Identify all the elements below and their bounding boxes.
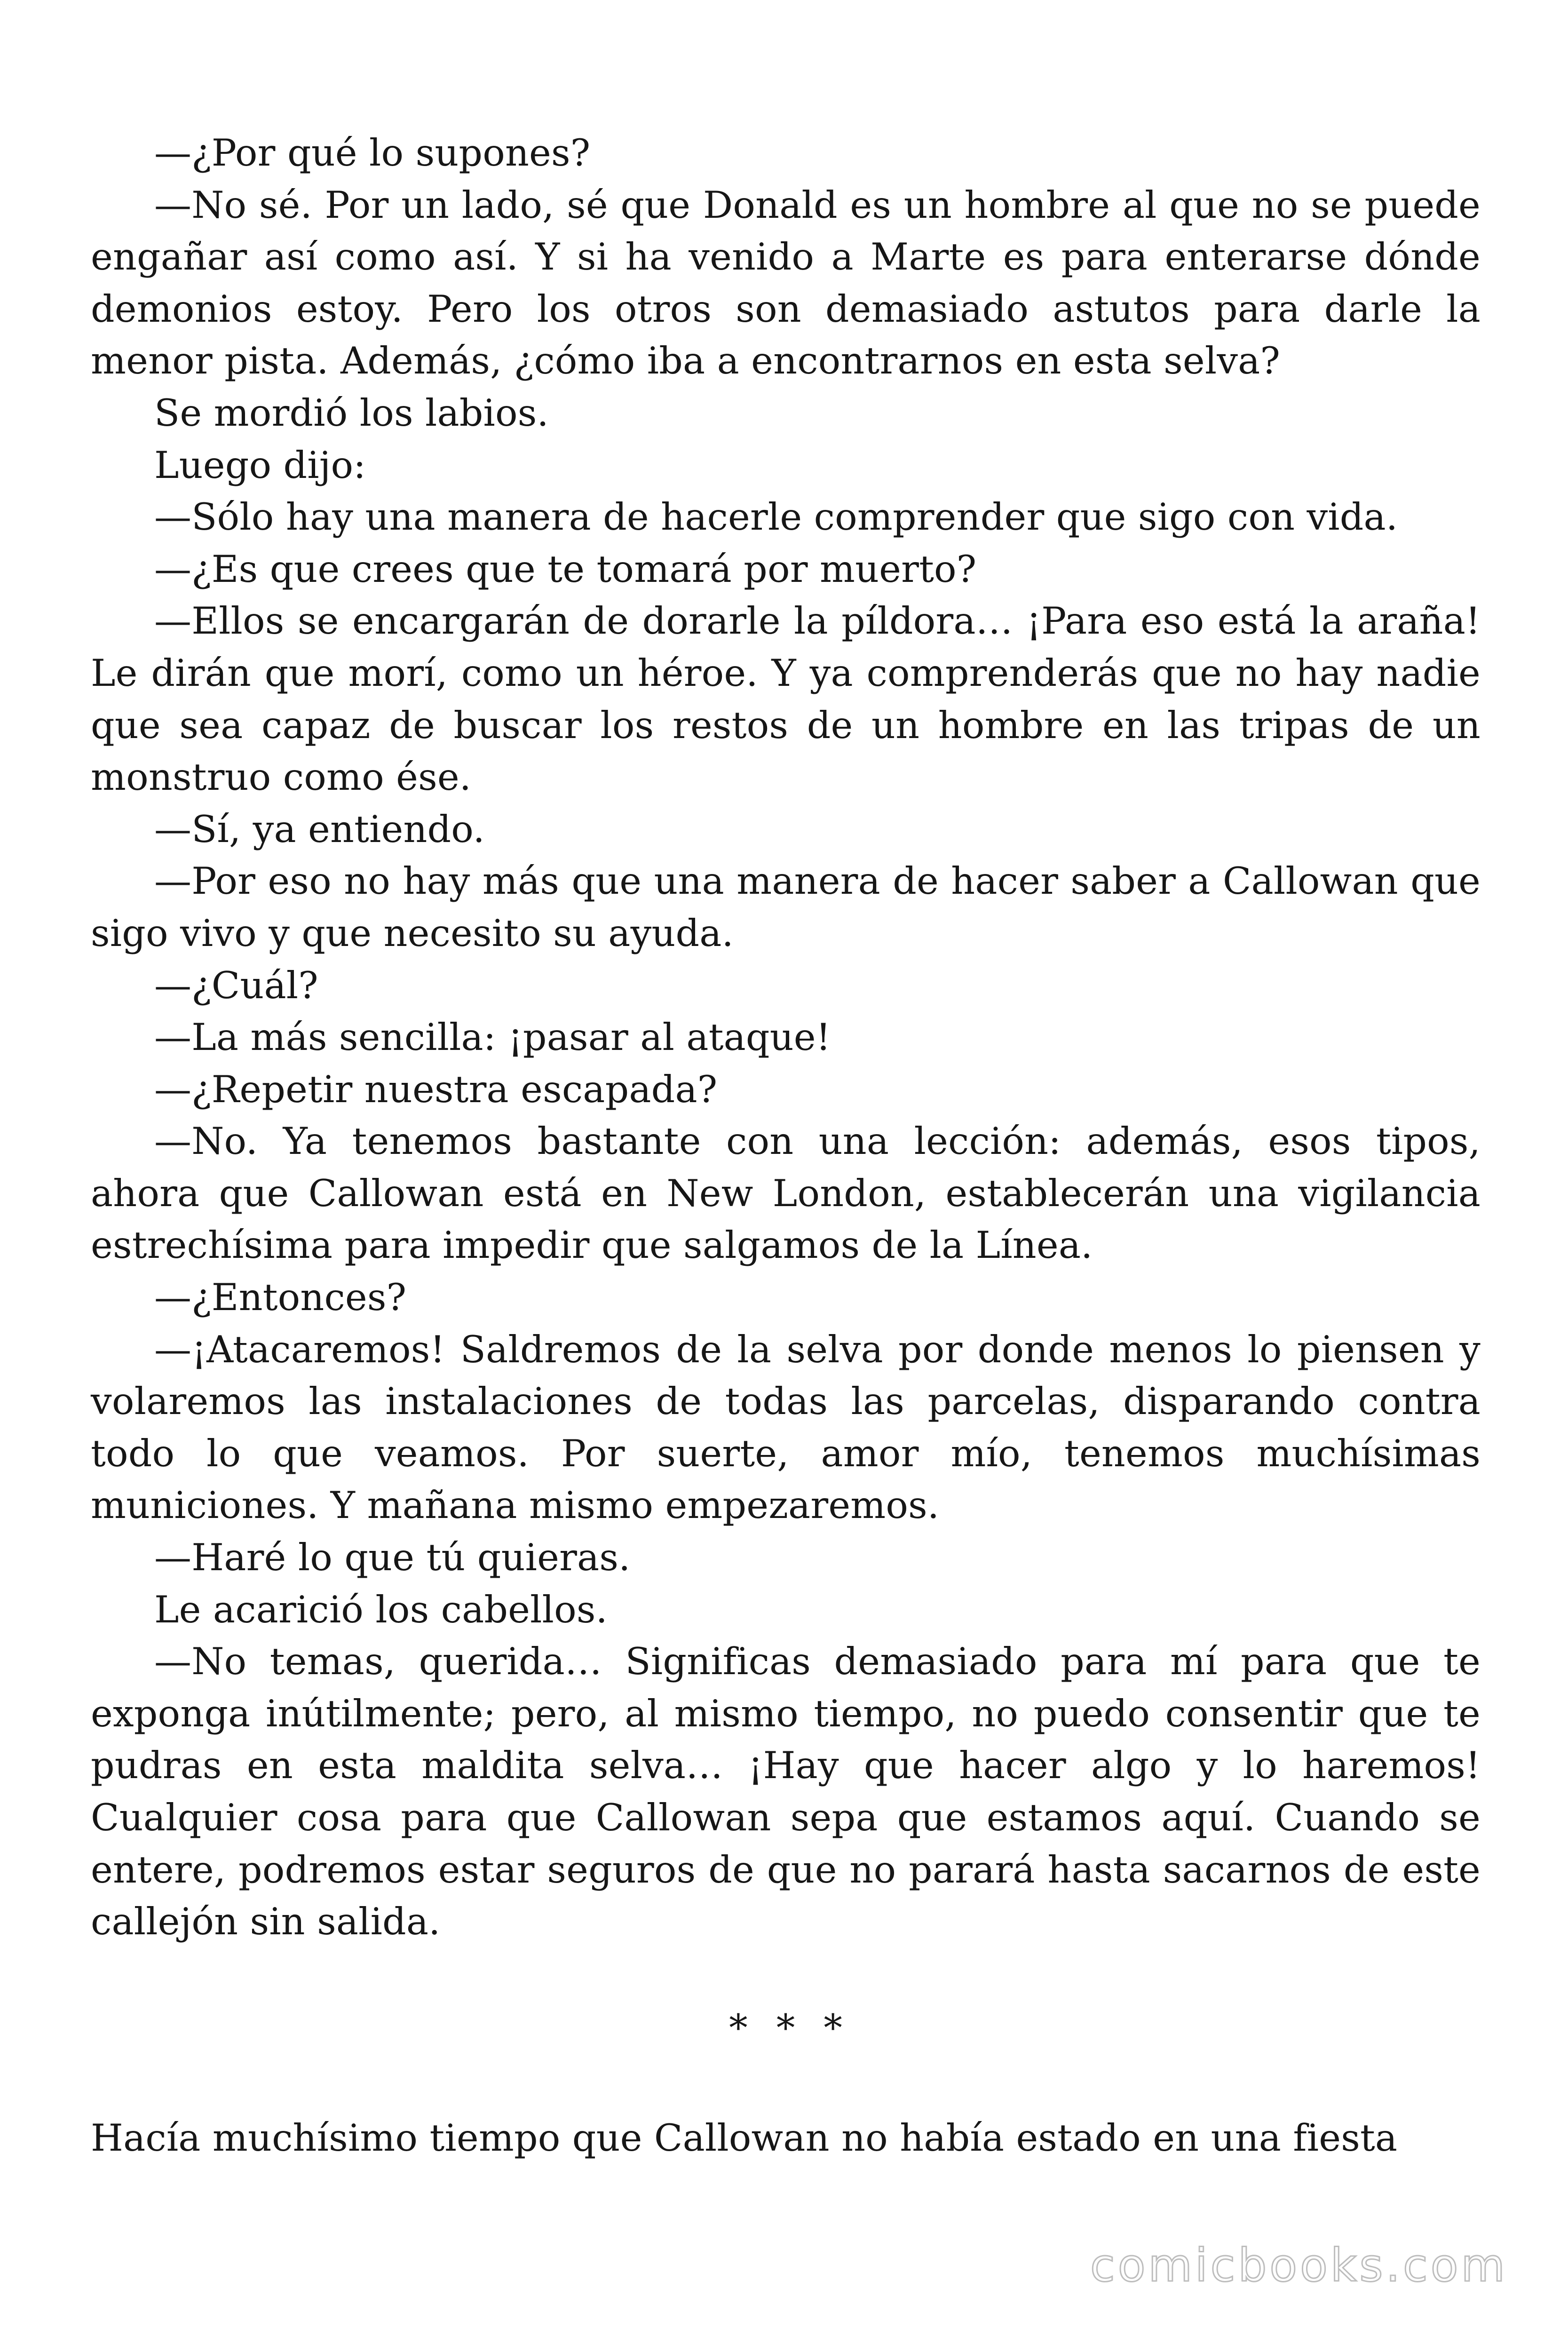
paragraph: —¡Atacaremos! Saldremos de la selva por donde menos lo piensen y volaremos las instalaciones de todas las parcelas, disparando contra todo lo que veamos. Por suerte, amor mío, tenemos muchísimas municiones. Y mañana mismo empezaremos. [91, 1327, 1481, 1527]
scene-break: * * * [729, 2006, 851, 2050]
watermark: comicbooks.com [1090, 2239, 1508, 2292]
paragraph: —¿Cuál? [154, 963, 318, 1007]
paragraph: —Sólo hay una manera de hacerle comprender que sigo con vida. [154, 495, 1398, 539]
paragraph: —No. Ya tenemos bastante con una lección: además, esos tipos, ahora que Callowan está en New London, establecerán una vigilancia estrechísima para impedir que salgamos de la Línea. [91, 1120, 1481, 1267]
paragraph: Luego dijo: [154, 443, 366, 487]
paragraph: —No temas, querida… Significas demasiado para mí para que te exponga inútilmente; pero, al mismo tiempo, no puedo consentir que te pudras en esta maldita selva… ¡Hay que hacer algo y lo haremos! Cualquier cosa para que Callowan sepa que estamos aquí. Cuando se entere, podremos estar seguros de que no parará hasta sacarnos de este callejón sin salida. [91, 1640, 1481, 1944]
paragraph: —Por eso no hay más que una manera de hacer saber a Callowan que sigo vivo y que necesito su ayuda. [91, 859, 1481, 955]
paragraph: —¿Por qué lo supones? [154, 131, 591, 175]
paragraph: —Haré lo que tú quieras. [154, 1536, 631, 1580]
paragraph: —¿Es que crees que te tomará por muerto? [154, 547, 977, 591]
paragraph: Se mordió los labios. [154, 391, 549, 435]
paragraph: —¿Repetir nuestra escapada? [154, 1067, 718, 1111]
paragraph: —Sí, ya entiendo. [154, 807, 485, 851]
page-body [91, 127, 1481, 2164]
paragraph: —No sé. Por un lado, sé que Donald es un hombre al que no se puede engañar así como así. Y si ha venido a Marte es para enterarse dónde demonios estoy. Pero los otros son demasiado astutos para darle la menor pista. Además, ¿cómo iba a encontrarnos en esta selva? [91, 183, 1481, 383]
paragraph: —¿Entonces? [154, 1276, 407, 1319]
final-paragraph: Hacía muchísimo tiempo que Callowan no había estado en una fiesta [91, 2116, 1398, 2160]
paragraph: Le acarició los cabellos. [154, 1588, 608, 1631]
paragraph: —La más sencilla: ¡pasar al ataque! [154, 1016, 831, 1059]
paragraph: —Ellos se encargarán de dorarle la píldora… ¡Para eso está la araña! Le dirán que morí, como un héroe. Y ya comprenderás que no hay nadie que sea capaz de buscar los restos de un hombre en las tripas de un monstruo como ése. [91, 599, 1481, 799]
